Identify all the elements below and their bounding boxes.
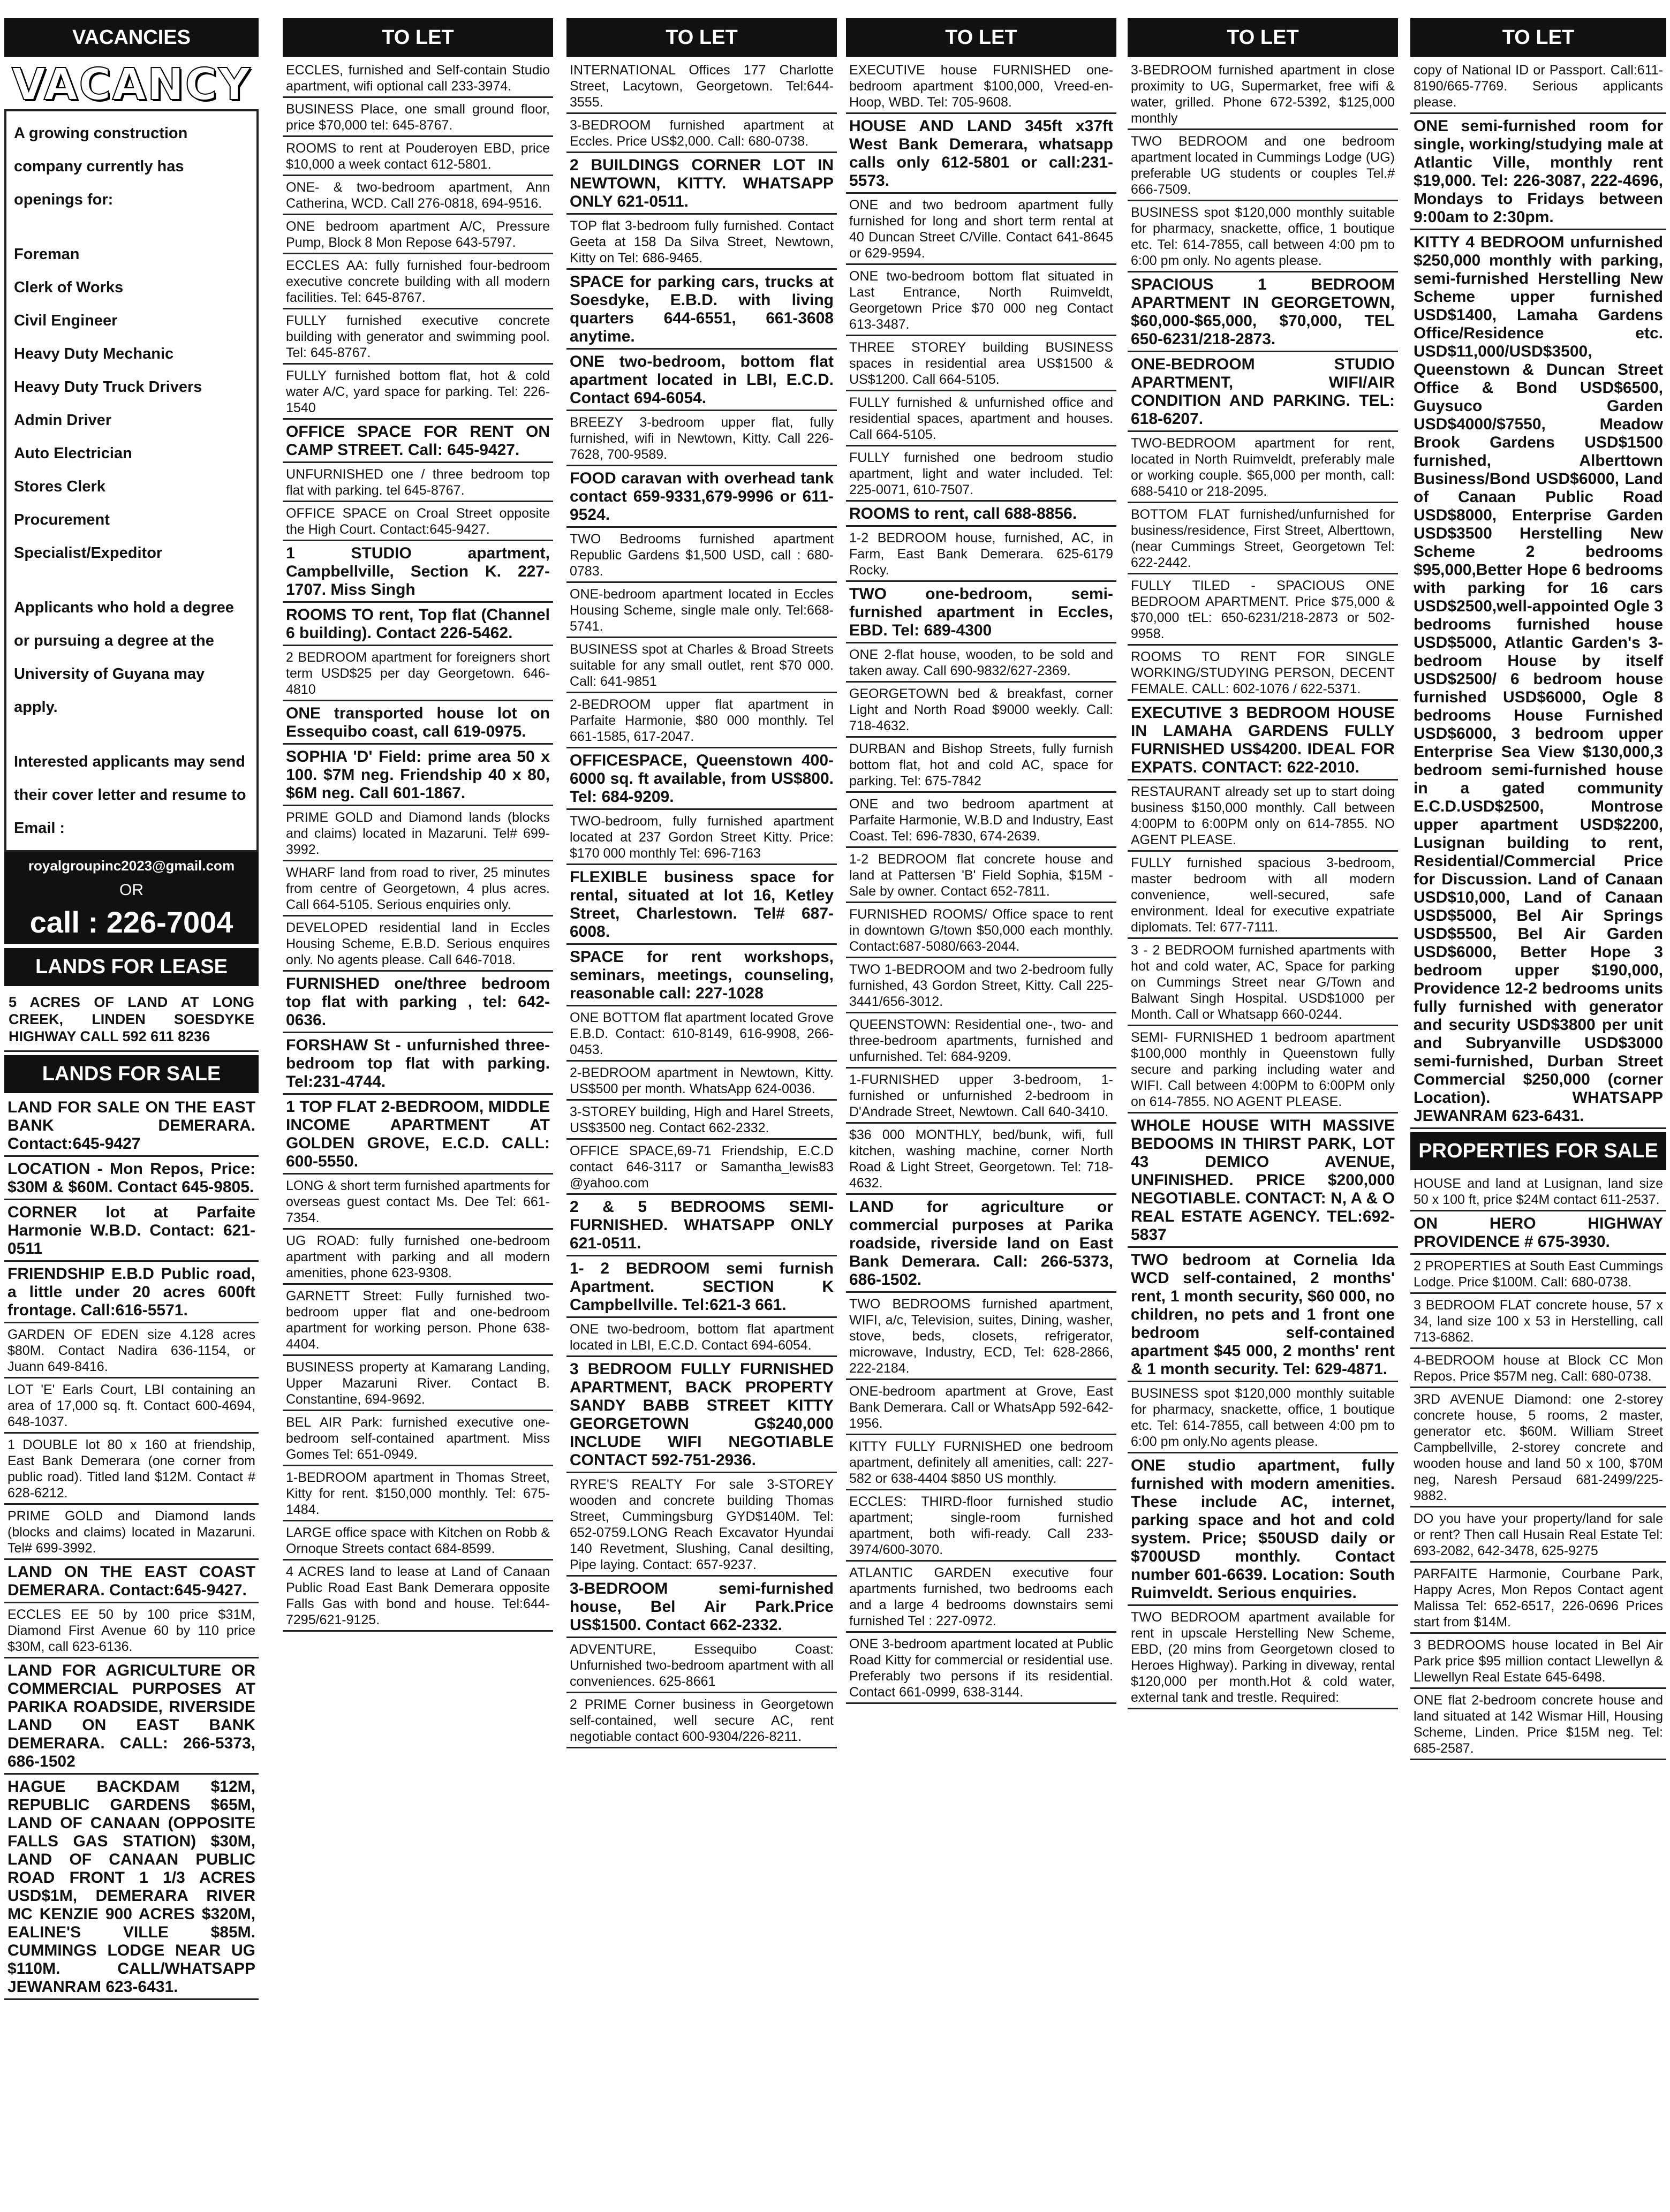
classified-ad: WHARF land from road to river, 25 minutes from centre of Georgetown, 4 plus acres. Call 664-5105. Serious enquiries only.	[283, 863, 553, 916]
classified-ad: 1-2 BEDROOM house, furnished, AC, in Farm, East Bank Demerara. 625-6179 Rocky.	[846, 529, 1116, 582]
classified-ad: TWO-BEDROOM apartment for rent, located in North Ruimveldt, preferably male or working couple. $65,000 per month, call: 688-5410 or 218-2095.	[1128, 434, 1398, 503]
classified-ad: ONE-BEDROOM STUDIO APARTMENT, WIFI/AIR CONDITION AND PARKING. TEL: 618-6207.	[1128, 354, 1398, 432]
classified-ad: GARNETT Street: Fully furnished two-bedroom upper flat and one-bedroom apartment for working person. Phone 638-4404.	[283, 1287, 553, 1356]
classified-ad: ONE semi-furnished room for single, working/studying male at Atlantic Ville, monthly rent $19,000. Tel: 226-3087, 222-4696, Mondays to Fridays between 9:00am to 2:30pm.	[1410, 116, 1666, 230]
classified-ad: RYRE'S REALTY For sale 3-STOREY wooden and concrete building Thomas Street, Cummingsburg GYD$140M. Tel: 652-0759.LONG Reach Excavator Hyundai 140 Revetment, Slushing, Canal desilting, Pipe laying. Contact: 657-9237.	[566, 1475, 837, 1577]
classified-ad: 1-FURNISHED upper 3-bedroom, 1-furnished or unfurnished 2-bedroom in D'Andrade Street, Newtown. Call 640-3410.	[846, 1071, 1116, 1124]
vacancy-positions	[14, 238, 249, 570]
classified-ad: ONE-bedroom apartment located in Eccles Housing Scheme, single male only. Tel:668-5741.	[566, 585, 837, 638]
classified-ad: LAND for agriculture or commercial purposes at Parika roadside, riverside land on East Bank Demerara. Call: 266-5373, 686-1502.	[846, 1197, 1116, 1293]
classified-ad: ONE 3-bedroom apartment located at Public Road Kitty for commercial or residential use. Preferably two persons if its residential. Contact 661-0999, 638-3144.	[846, 1635, 1116, 1704]
classified-ad: BUSINESS spot $120,000 monthly suitable for pharmacy, snackette, office, 1 boutique etc. Tel: 614-7855, call between 4:00 pm to 6:00 pm only.No agents please.	[1128, 1384, 1398, 1453]
classified-ad: ONE two-bedroom, bottom flat apartment located in LBI, E.C.D. Contact 694-6054.	[566, 1320, 837, 1357]
classified-ad: 4 ACRES land to lease at Land of Canaan Public Road East Bank Demerara opposite Falls Gas with bond and house. Tel:644-7295/621-9125.	[283, 1563, 553, 1632]
classified-ad: LARGE office space with Kitchen on Robb & Ornoque Streets contact 684-8599.	[283, 1524, 553, 1560]
classified-ad: BUSINESS property at Kamarang Landing, Upper Mazaruni River. Contact B. Constantine, 694-9692.	[283, 1358, 553, 1411]
classified-ad: FULLY furnished one bedroom studio apartment, light and water included. Tel: 225-0071, 610-7507.	[846, 449, 1116, 502]
classified-ad: LAND ON THE EAST COAST DEMERARA. Contact:645-9427.	[4, 1562, 259, 1603]
classified-ad: SPACIOUS 1 BEDROOM APARTMENT IN GEORGETOWN, $60,000-$65,000, $70,000, TEL 650-6231/218-2873.	[1128, 275, 1398, 352]
classified-ad: ONE two-bedroom bottom flat situated in Last Entrance, North Ruimveldt, Georgetown Price $70 000 neg Contact 613-3487.	[846, 267, 1116, 336]
vacancy-or: OR	[4, 880, 259, 901]
classified-ad: 2 & 5 BEDROOMS SEMI-FURNISHED. WHATSAPP ONLY 621-0511.	[566, 1197, 837, 1256]
classified-ad: LOCATION - Mon Repos, Price: $30M & $60M. Contact 645-9805.	[4, 1159, 259, 1200]
classified-ad: ONE and two bedroom apartment fully furnished for long and short term rental at 40 Duncan Street C/Ville. Contact 641-8645 or 629-9594.	[846, 196, 1116, 265]
classified-ad: ATLANTIC GARDEN executive four apartments furnished, two bedrooms each and a large 4 bedrooms downstairs semi furnished Tel : 227-0972.	[846, 1564, 1116, 1633]
classified-ad: GEORGETOWN bed & breakfast, corner Light and North Road $9000 weekly. Call: 718-4632.	[846, 685, 1116, 738]
section-header-to-let: TO LET	[283, 18, 553, 57]
classified-ad: ECCLES, furnished and Self-contain Studio apartment, wifi optional call 233-3974.	[283, 61, 553, 98]
section-header-to-let: TO LET	[1128, 18, 1398, 57]
vacancy-position: Admin Driver	[14, 412, 112, 429]
classified-ad: ONE flat 2-bedroom concrete house and land situated at 142 Wismar Hill, Housing Scheme, Linden. Price $15M neg. Tel: 685-2587.	[1410, 1691, 1666, 1760]
classified-ad: LAND FOR AGRICULTURE OR COMMERCIAL PURPOSES AT PARIKA ROADSIDE, RIVERSIDE LAND ON EAST BANK DEMERARA. CALL: 266-5373, 686-1502	[4, 1661, 259, 1775]
classified-ad: BUSINESS spot at Charles & Broad Streets suitable for any small outlet, rent $70 000. Call: 641-9851	[566, 640, 837, 693]
classified-ad: 2 PROPERTIES at South East Cummings Lodge. Price $100M. Call: 680-0738.	[1410, 1257, 1666, 1294]
vacancy-position: Procurement Specialist/Expeditor	[14, 511, 163, 562]
classified-ad: 4-BEDROOM house at Block CC Mon Repos. Price $57M neg. Call: 680-0738.	[1410, 1351, 1666, 1388]
classified-ad: 3-BEDROOM semi-furnished house, Bel Air Park.Price US$1500. Contact 662-2332.	[566, 1579, 837, 1638]
classified-ad: ECCLES AA: fully furnished four-bedroom executive concrete building with all modern facilities. Tel: 645-8767.	[283, 256, 553, 309]
classified-ad: $36 000 MONTHLY, bed/bunk, wifi, full kitchen, washing machine, corner North Road & Light Street, Georgetown. Tel: 718-4632.	[846, 1126, 1116, 1195]
classified-ad: INTERNATIONAL Offices 177 Charlotte Street, Lacytown, Georgetown. Tel:644-3555.	[566, 61, 837, 114]
classified-ad: ONE and two bedroom apartment at Parfaite Harmonie, W.B.D and Industry, East Coast. Tel: 696-7830, 674-2639.	[846, 795, 1116, 848]
classified-ad: ONE- & two-bedroom apartment, Ann Catherina, WCD. Call 276-0818, 694-9516.	[283, 178, 553, 215]
vacancy-email[interactable]: royalgroupinc2023@gmail.com	[4, 852, 259, 880]
classified-ad: LONG & short term furnished apartments for overseas guest contact Ms. Dee Tel: 661-7354.	[283, 1177, 553, 1230]
properties-for-sale-list	[1410, 1175, 1666, 1760]
classified-ad: ROOMS TO RENT FOR SINGLE WORKING/STUDYING PERSON, DECENT FEMALE. CALL: 602-1076 / 622-5371.	[1128, 648, 1398, 701]
column-to-let-2	[566, 18, 837, 2200]
classified-ad: FURNISHED one/three bedroom top flat with parking , tel: 642-0636.	[283, 974, 553, 1033]
classified-ad: ROOMS TO rent, Top flat (Channel 6 building). Contact 226-5462.	[283, 605, 553, 646]
classified-ad: DURBAN and Bishop Streets, fully furnish bottom flat, hot and cold AC, space for parking. Tel: 675-7842	[846, 740, 1116, 793]
classified-ad: FORSHAW St - unfurnished three-bedroom top flat with parking. Tel:231-4744.	[283, 1035, 553, 1095]
classified-ad: LOT 'E' Earls Court, LBI containing an area of 17,000 sq. ft. Contact 600-4694, 648-1037.	[4, 1381, 259, 1434]
vacancy-intro: A growing construction company currently has openings for:	[14, 125, 188, 208]
vacancy-position: Civil Engineer	[14, 312, 118, 329]
classified-ad: 2-BEDROOM upper flat apartment in Parfaite Harmonie, $80 000 monthly. Tel 661-1585, 617-2047.	[566, 695, 837, 748]
classified-ad: THREE STOREY building BUSINESS spaces in residential area US$1500 & US$1200. Call 664-5105.	[846, 338, 1116, 391]
classified-ad: ONE bedroom apartment A/C, Pressure Pump, Block 8 Mon Repose 643-5797.	[283, 217, 553, 254]
classified-ad: 2 PRIME Corner business in Georgetown self-contained, well secure AC, rent negotiable contact 600-9304/226-8211.	[566, 1695, 837, 1748]
classified-ad: ROOMS to rent at Pouderoyen EBD, price $10,000 a week contact 612-5801.	[283, 139, 553, 176]
classified-ad: FOOD caravan with overhead tank contact 659-9331,679-9996 or 611-9524.	[566, 468, 837, 528]
classified-ad: ONE 2-flat house, wooden, to be sold and taken away. Call 690-9832/627-2369.	[846, 646, 1116, 683]
classified-ad: 1 TOP FLAT 2-BEDROOM, MIDDLE INCOME APARTMENT AT GOLDEN GROVE, E.C.D. CALL: 600-5550.	[283, 1097, 553, 1175]
vacancy-position: Heavy Duty Truck Drivers	[14, 378, 202, 396]
classified-ad: ADVENTURE, Essequibo Coast: Unfurnished two-bedroom apartment with all conveniences. 625-8661	[566, 1640, 837, 1693]
vacancy-position: Foreman	[14, 246, 80, 263]
vacancy-requirements: Applicants who hold a degree or pursuing a degree at the University of Guyana may apply.	[14, 599, 234, 716]
classified-ad: KITTY FULLY FURNISHED one bedroom apartment, definitely all amenities, call: 227-582 or 638-4404 $850 US monthly.	[846, 1437, 1116, 1490]
classified-ad: EXECUTIVE 3 BEDROOM HOUSE IN LAMAHA GARDENS FULLY FURNISHED US$4200. IDEAL FOR EXPATS. CONTACT: 622-2010.	[1128, 703, 1398, 781]
column-vacancies	[4, 18, 259, 2200]
classified-ad: ON HERO HIGHWAY PROVIDENCE # 675-3930.	[1410, 1214, 1666, 1255]
classified-ad: OFFICE SPACE on Croal Street opposite the High Court. Contact:645-9427.	[283, 504, 553, 541]
classified-ad: BUSINESS spot $120,000 monthly suitable for pharmacy, snackette, office, 1 boutique etc. Tel: 614-7855, call between 4:00 pm to 6:00 pm only. No agents please.	[1128, 203, 1398, 272]
classified-ad: PARFAITE Harmonie, Courbane Park, Happy Acres, Mon Repos Contact agent Malissa Tel: 652-6517, 226-0696 Prices start from $14M.	[1410, 1565, 1666, 1634]
classified-ad: 1-BEDROOM apartment in Thomas Street, Kitty for rent. $150,000 monthly. Tel: 675-1484.	[283, 1468, 553, 1521]
lands-for-sale-list	[4, 1097, 259, 2000]
vacancy-position: Clerk of Works	[14, 279, 124, 296]
classified-ad: DO you have your property/land for sale or rent? Then call Husain Real Estate Tel: 693-2082, 642-3478, 625-9275	[1410, 1510, 1666, 1563]
vacancy-send: Interested applicants may send their cover letter and resume to Email :	[14, 753, 246, 837]
classified-ad: TWO BEDROOMS furnished apartment, WIFI, a/c, Television, suites, Dining, washer, stove, beds, closets, refrigerator, microwave, Industry, ECD, Tel: 628-2866, 222-2184.	[846, 1295, 1116, 1380]
classified-ad: ROOMS to rent, call 688-8856.	[846, 504, 1116, 527]
classified-ad: PRIME GOLD and Diamond lands (blocks and claims) located in Mazaruni. Tel# 699-3992.	[283, 808, 553, 861]
classified-ad: FULLY furnished spacious 3-bedroom, master bedroom with all modern convenience, well-secured, safe environment. Ideal for executive expatriate diplomats. Tel: 677-7111.	[1128, 854, 1398, 939]
vacancy-call: call : 226-7004	[4, 901, 259, 944]
classified-ad: 3 BEDROOMS house located in Bel Air Park price $95 million contact Llewellyn & Llewellyn Real Estate 645-6498.	[1410, 1636, 1666, 1689]
classified-ad: CORNER lot at Parfaite Harmonie W.B.D. Contact: 621-0511	[4, 1202, 259, 1262]
classified-ad: DEVELOPED residential land in Eccles Housing Scheme, E.B.D. Serious enquires only. No agents please. Call 646-7018.	[283, 919, 553, 972]
classified-ad: TWO bedroom at Cornelia Ida WCD self-contained, 2 months' rent, 1 month security, $60 000, no children, no pets and 1 front one bedroom self-contained apartment $45 000, 2 months' rent & 1 month security. Tel: 629-4871.	[1128, 1250, 1398, 1382]
classified-ad: 3RD AVENUE Diamond: one 2-storey concrete house, 5 rooms, 2 master, generator etc. $60M. William Street Campbellville, 2-storey concrete and wooden house and land 50 x 100, $70M neg, Naresh Persaud 681-2499/225-9882.	[1410, 1390, 1666, 1508]
classified-ad: BEL AIR Park: furnished executive one-bedroom self-contained apartment. Miss Gomes Tel: 651-0949.	[283, 1413, 553, 1466]
classified-ad: HAGUE BACKDAM $12M, REPUBLIC GARDENS $65M, LAND OF CANAAN (OPPOSITE FALLS GAS STATION) $30M, LAND OF CANAAN PUBLIC ROAD FRONT 1 1/3 ACRES USD$1M, DEMERARA RIVER MC KENZIE 900 ACRES $320M, EALINE'S VILLE $85M. CUMMINGS LODGE NEAR UG $110M. CALL/WHATSAPP JEWANRAM 623-6431.	[4, 1777, 259, 2000]
vacancy-position: Auto Electrician	[14, 445, 132, 462]
classified-ad: ONE transported house lot on Essequibo coast, call 619-0975.	[283, 703, 553, 745]
section-header-vacancies: VACANCIES	[4, 18, 259, 57]
classified-ad: ECCLES: THIRD-floor furnished studio apartment; single-room furnished apartment, both wifi-ready. Call 233-3974/600-3070.	[846, 1493, 1116, 1562]
classified-ad: SPACE for rent workshops, seminars, meetings, counseling, reasonable call: 227-1028	[566, 947, 837, 1006]
classified-ad: TWO one-bedroom, semi-furnished apartment in Eccles, EBD. Tel: 689-4300	[846, 584, 1116, 643]
classified-ad: ONE BOTTOM flat apartment located Grove E.B.D. Contact: 610-8149, 616-9908, 266-0453.	[566, 1009, 837, 1062]
classified-ad: KITTY 4 BEDROOM unfurnished $250,000 monthly with parking, semi-furnished Herstelling New Scheme upper furnished USD$1400, Lamaha Gardens Office/Residence etc. USD$11,000/USD$3500, Queenstown & Duncan Street Office & Bond USD$6500, Guysuco Garden USD$4000/$7550, Meadow Brook Gardens USD$1500 furnished, Alberttown Business/Bond USD$6000, Land of Canaan Public Road USD$8000, Enterprise Garden USD$3500 Herstelling New Scheme 2 bedrooms $95,000,Better Hope 6 bedrooms with parking for 16 cars USD$2500,well-appointed Ogle 3 bedrooms furnished house USD$5000, Atlantic Garden's 3-bedroom House by itself USD$2500/ 6 bedroom house furnished USD$6000, Ogle 8 bedrooms House Furnished USD$6000, 3 bedroom upper Enterprise Sea View $130,000,3 bedroom semi-furnished house in a gated community E.C.D.USD$2500, Montrose upper apartment USD$2200, Lusignan building to rent, Residential/Commercial Price for Discussion. Land of Canaan USD$10,000, Land of Canaan USD$5000, Bel Air Springs USD$5500, Bel Air Garden USD$6000, Better Hope 3 bedroom upper $190,000, Providence 12-2 bedrooms units fully furnished with generator and security USD$3800 per unit and Subryanville USD$3000 semi-furnished, Durban Street Commercial $250,000 (corner Location). WHATSAPP JEWANRAM 623-6431.	[1410, 232, 1666, 1129]
classified-ad: TWO-bedroom, fully furnished apartment located at 237 Gordon Street Kitty. Price: $170 000 monthly Tel: 696-7163	[566, 812, 837, 865]
classified-ad: TWO BEDROOM and one bedroom apartment located in Cummings Lodge (UG) preferable UG students or couples Tel.# 666-7509.	[1128, 132, 1398, 201]
classified-ad: TWO 1-BEDROOM and two 2-bedroom fully furnished, 43 Gordon Street, Kitty. Call 225- 3441/656-3012.	[846, 960, 1116, 1013]
classified-ad: TWO BEDROOM apartment available for rent in upscale Herstelling New Scheme, EBD, (20 mins from Georgetown closed to Heroes Highway). Parking in diveway, rental $120,000 per month.Hot & cold water, external tank and trestle. Required:	[1128, 1608, 1398, 1709]
section-header-properties-for-sale: PROPERTIES FOR SALE	[1410, 1132, 1666, 1170]
classified-ad: 1 STUDIO apartment, Campbellville, Section K. 227-1707. Miss Singh	[283, 543, 553, 603]
classified-ad: 3-BEDROOM furnished apartment at Eccles. Price US$2,000. Call: 680-0738.	[566, 116, 837, 153]
vacancy-position: Heavy Duty Mechanic	[14, 345, 174, 362]
classified-ad: FLEXIBLE business space for rental, situated at lot 16, Ketley Street, Charlestown. Tel# 687-6008.	[566, 867, 837, 945]
classified-ad: ECCLES EE 50 by 100 price $31M, Diamond First Avenue 60 by 110 price $30M, call 623-6136.	[4, 1605, 259, 1658]
classified-ad: 3 - 2 BEDROOM furnished apartments with hot and cold water, AC, Space for parking on Cummings Street near G/Town and Balwant Singh Hospital. USD$1000 per Month. Call or Whatsapp 660-0244.	[1128, 941, 1398, 1026]
classified-ad: FULLY furnished & unfurnished office and residential spaces, apartment and houses. Call 664-5105.	[846, 393, 1116, 446]
classified-ad: 1- 2 BEDROOM semi furnish Apartment. SECTION K Campbellville. Tel:621-3 661.	[566, 1259, 837, 1318]
to-let-list-1	[283, 61, 553, 1632]
classified-ad: HOUSE and land at Lusignan, land size 50 x 100 ft, price $24M contact 611-2537.	[1410, 1175, 1666, 1211]
classified-ad: 3-STOREY building, High and Harel Streets, US$3500 neg. Contact 662-2332.	[566, 1103, 837, 1140]
classified-ad: BREEZY 3-bedroom upper flat, fully furnished, wifi in Newtown, Kitty. Call 226-7628, 700-9589.	[566, 413, 837, 466]
classified-ad: 1 DOUBLE lot 80 x 160 at friendship, East Bank Demerara (one corner from public road). Titled land $12M. Contact # 628-6212.	[4, 1436, 259, 1505]
classified-ad: 3 BEDROOM FLAT concrete house, 57 x 34, land size 100 x 53 in Herstelling, call 713-6862.	[1410, 1296, 1666, 1349]
column-to-let-3	[846, 18, 1116, 2200]
classified-ad: OFFICE SPACE,69-71 Friendship, E.C.D contact 646-3117 or Samantha_lewis83 @yahoo.com	[566, 1142, 837, 1195]
classified-ad: BUSINESS Place, one small ground floor, price $70,000 tel: 645-8767.	[283, 100, 553, 137]
classified-ad: 1-2 BEDROOM flat concrete house and land at Pattersen 'B' Field Sophia, $15M - Sale by owner. Contact 652-7811.	[846, 850, 1116, 903]
section-header-to-let: TO LET	[1410, 18, 1666, 57]
classified-ad: FULLY TILED - SPACIOUS ONE BEDROOM APARTMENT. Price $75,000 & $70,000 tEL: 650-6231/218-2873 or 502-9958.	[1128, 577, 1398, 646]
to-let-list-4	[1128, 61, 1398, 1709]
classified-ad: ONE two-bedroom, bottom flat apartment located in LBI, E.C.D. Contact 694-6054.	[566, 352, 837, 411]
classified-ad: ONE-bedroom apartment at Grove, East Bank Demerara. Call or WhatsApp 592-642-1956.	[846, 1382, 1116, 1435]
column-to-let-5	[1410, 18, 1666, 2200]
classified-ad: SPACE for parking cars, trucks at Soesdyke, E.B.D. with living quarters 644-6551, 661-3608 anytime.	[566, 272, 837, 350]
classified-ad: LAND FOR SALE ON THE EAST BANK DEMERARA. Contact:645-9427	[4, 1097, 259, 1157]
to-let-list-5	[1410, 61, 1666, 1129]
classified-ad: 2 BEDROOM apartment for foreigners short term USD$25 per day Georgetown. 646-4810	[283, 648, 553, 701]
classified-ad: RESTAURANT already set up to start doing business $150,000 monthly. Call between 4:00PM to 6:00PM only on 614-7855. NO AGENT PLEASE.	[1128, 783, 1398, 852]
section-header-lands-for-sale: LANDS FOR SALE	[4, 1055, 259, 1093]
classified-ad: OFFICE SPACE FOR RENT ON CAMP STREET. Call: 645-9427.	[283, 422, 553, 463]
to-let-list-2	[566, 61, 837, 1748]
classified-ad: QUEENSTOWN: Residential one-, two- and three-bedroom apartments, furnished and unfurnished. Tel: 684-9209.	[846, 1016, 1116, 1069]
classified-ad: 2-BEDROOM apartment in Newtown, Kitty. US$500 per month. WhatsApp 624-0036.	[566, 1064, 837, 1101]
vacancy-position: Stores Clerk	[14, 478, 105, 495]
classified-ad: GARDEN OF EDEN size 4.128 acres $80M. Contact Nadira 636-1154, or Juann 649-8416.	[4, 1325, 259, 1378]
classified-ad: BOTTOM FLAT furnished/unfurnished for business/residence, First Street, Alberttown, (near Cummings Street, Georgetown Tel: 622-2442.	[1128, 505, 1398, 574]
vacancy-box	[4, 109, 259, 852]
vacancy-title: VACANCY	[11, 59, 252, 110]
section-header-to-let: TO LET	[566, 18, 837, 57]
classified-ad: FULLY furnished executive concrete building with generator and swimming pool. Tel: 645-8767.	[283, 312, 553, 365]
section-header-lands-for-lease: LANDS FOR LEASE	[4, 948, 259, 986]
classified-ad: copy of National ID or Passport. Call:611-8190/665-7769. Serious applicants please.	[1410, 61, 1666, 114]
classified-ad: SOPHIA 'D' Field: prime area 50 x 100. $7M neg. Friendship 40 x 80, $6M neg. Call 601-1867.	[283, 747, 553, 806]
classified-ad: 2 BUILDINGS CORNER LOT IN NEWTOWN, KITTY. WHATSAPP ONLY 621-0511.	[566, 155, 837, 215]
classified-ad: UNFURNISHED one / three bedroom top flat with parking. tel 645-8767.	[283, 465, 553, 502]
section-header-to-let: TO LET	[846, 18, 1116, 57]
classified-ad: 3 BEDROOM FULLY FURNISHED APARTMENT, BACK PROPERTY SANDY BABB STREET KITTY GEORGETOWN G$240,000 INCLUDE WIFI NEGOTIABLE CONTACT 592-751-2936.	[566, 1359, 837, 1473]
classified-ad: SEMI- FURNISHED 1 bedroom apartment $100,000 monthly in Queenstown fully secure and parking including water and WIFI. Call between 4:00PM to 6:00PM only on 614-7855. NO AGENT PLEASE.	[1128, 1028, 1398, 1113]
classified-ad: PRIME GOLD and Diamond lands (blocks and claims) located in Mazaruni. Tel# 699-3992.	[4, 1507, 259, 1560]
classified-ad: UG ROAD: fully furnished one-bedroom apartment with parking and all modern amenities, phone 623-9308.	[283, 1232, 553, 1285]
column-to-let-4	[1128, 18, 1398, 2200]
classified-ad: EXECUTIVE house FURNISHED one-bedroom apartment $100,000, Vreed-en-Hoop, WBD. Tel: 705-9608.	[846, 61, 1116, 114]
classified-ad: OFFICESPACE, Queenstown 400-6000 sq. ft available, from US$800. Tel: 684-9209.	[566, 751, 837, 810]
to-let-list-3	[846, 61, 1116, 1704]
classified-ad: FURNISHED ROOMS/ Office space to rent in downtown G/town $50,000 each monthly. Contact:687-5080/663-2044.	[846, 905, 1116, 958]
classified-ad: 3-BEDROOM furnished apartment in close proximity to UG, Supermarket, free wifi & water, grilled. Phone 672-5392, $125,000 monthly	[1128, 61, 1398, 130]
classified-ad: TWO Bedrooms furnished apartment Republic Gardens $1,500 USD, call : 680-0783.	[566, 530, 837, 583]
classified-ad: HOUSE AND LAND 345ft x37ft West Bank Demerara, whatsapp calls only 612-5801 or call:231-5573.	[846, 116, 1116, 194]
classified-ad: TOP flat 3-bedroom fully furnished. Contact Geeta at 158 Da Silva Street, Newtown, Kitty on Tel: 686-9465.	[566, 217, 837, 270]
classified-ad: FRIENDSHIP E.B.D Public road, a little under 20 acres 600ft frontage. Call:616-5571.	[4, 1264, 259, 1323]
classified-ad: ONE studio apartment, fully furnished with modern amenities. These include AC, internet, parking space and hot and cold system. Price; $50USD daily or $700USD monthly. Contact number 601-6639. Location: South Ruimveldt. Serious enquiries.	[1128, 1456, 1398, 1606]
column-to-let-1	[283, 18, 553, 2200]
lease-ad: 5 ACRES OF LAND AT LONG CREEK, LINDEN SOESDYKE HIGHWAY CALL 592 611 8236	[4, 990, 259, 1052]
classified-ad: FULLY furnished bottom flat, hot & cold water A/C, yard space for parking. Tel: 226-1540	[283, 367, 553, 420]
classified-ad: WHOLE HOUSE WITH MASSIVE BEDOOMS IN THIRST PARK, LOT 43 DEMICO AVENUE, UNFINISHED. PRICE $200,000 NEGOTIABLE. CONTACT: N, A & O REAL ESTATE AGENCY. TEL:692-5837	[1128, 1116, 1398, 1248]
